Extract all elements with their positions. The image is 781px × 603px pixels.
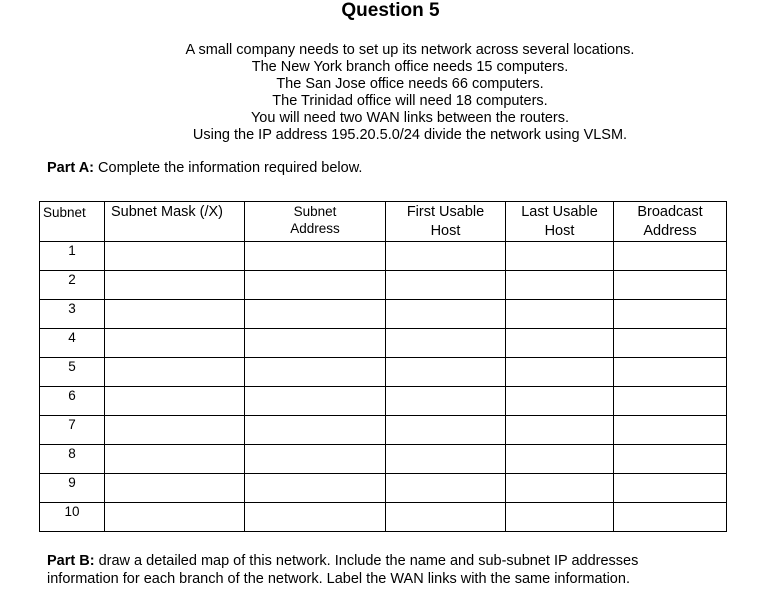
subnet-number-cell: 7 — [40, 416, 105, 445]
subnet-address-cell[interactable] — [245, 358, 386, 387]
header-subnet-address: Subnet Address — [245, 202, 386, 242]
intro-line: A small company needs to set up its network across several locations. — [185, 42, 635, 58]
intro-line: The New York branch office needs 15 computers. — [251, 59, 569, 75]
broadcast-address-cell[interactable] — [614, 358, 727, 387]
intro-line: The Trinidad office will need 18 computers. — [272, 93, 548, 109]
subnet-mask-cell[interactable] — [105, 271, 245, 300]
last-usable-host-cell[interactable] — [506, 300, 614, 329]
first-usable-host-cell[interactable] — [386, 242, 506, 271]
broadcast-address-cell[interactable] — [614, 474, 727, 503]
subnet-number-cell: 4 — [40, 329, 105, 358]
subnet-address-cell[interactable] — [245, 329, 386, 358]
last-usable-host-cell[interactable] — [506, 271, 614, 300]
subnet-number-cell: 1 — [40, 242, 105, 271]
subnet-mask-cell[interactable] — [105, 358, 245, 387]
broadcast-address-cell[interactable] — [614, 329, 727, 358]
broadcast-address-cell[interactable] — [614, 271, 727, 300]
subnet-mask-cell[interactable] — [105, 416, 245, 445]
table-row — [40, 329, 727, 358]
table-row — [40, 445, 727, 474]
part-b-instruction — [47, 552, 767, 588]
part-b-text: draw a detailed map of this network. Include the name and sub-subnet IP addresses — [94, 553, 639, 569]
header-first-usable-host: First Usable Host — [386, 202, 506, 242]
intro-line: You will need two WAN links between the routers. — [250, 110, 570, 126]
table-row — [40, 474, 727, 503]
part-a-text: Complete the information required below. — [94, 160, 363, 176]
last-usable-host-cell[interactable] — [506, 242, 614, 271]
broadcast-address-cell[interactable] — [614, 416, 727, 445]
intro-paragraph — [0, 42, 781, 144]
last-usable-host-cell[interactable] — [506, 474, 614, 503]
subnet-address-cell[interactable] — [245, 445, 386, 474]
first-usable-host-cell[interactable] — [386, 503, 506, 532]
table-row — [40, 300, 727, 329]
last-usable-host-cell[interactable] — [506, 387, 614, 416]
part-a-label: Part A: — [47, 160, 94, 176]
table-row — [40, 242, 727, 271]
last-usable-host-cell[interactable] — [506, 445, 614, 474]
part-b-label: Part B: — [47, 553, 95, 569]
broadcast-address-cell[interactable] — [614, 242, 727, 271]
subnet-address-cell[interactable] — [245, 503, 386, 532]
subnet-number-cell: 10 — [40, 503, 105, 532]
part-b-line — [47, 552, 767, 570]
first-usable-host-cell[interactable] — [386, 474, 506, 503]
first-usable-host-cell[interactable] — [386, 300, 506, 329]
subnet-address-cell[interactable] — [245, 242, 386, 271]
broadcast-address-cell[interactable] — [614, 503, 727, 532]
table-row — [40, 387, 727, 416]
subnet-number-cell: 6 — [40, 387, 105, 416]
header-last-usable-host: Last Usable Host — [506, 202, 614, 242]
table-row — [40, 271, 727, 300]
first-usable-host-cell[interactable] — [386, 445, 506, 474]
subnet-mask-cell[interactable] — [105, 300, 245, 329]
broadcast-address-cell[interactable] — [614, 300, 727, 329]
subnet-mask-cell[interactable] — [105, 242, 245, 271]
subnet-number-cell: 8 — [40, 445, 105, 474]
subnet-mask-cell[interactable] — [105, 387, 245, 416]
subnet-number-cell: 2 — [40, 271, 105, 300]
table-row — [40, 503, 727, 532]
header-broadcast-address: Broadcast Address — [614, 202, 727, 242]
first-usable-host-cell[interactable] — [386, 329, 506, 358]
part-b-line: information for each branch of the network. Label the WAN links with the same information. — [47, 571, 630, 587]
first-usable-host-cell[interactable] — [386, 358, 506, 387]
subnet-address-cell[interactable] — [245, 271, 386, 300]
first-usable-host-cell[interactable] — [386, 271, 506, 300]
subnet-mask-cell[interactable] — [105, 503, 245, 532]
table-row — [40, 358, 727, 387]
last-usable-host-cell[interactable] — [506, 329, 614, 358]
subnet-number-cell: 3 — [40, 300, 105, 329]
intro-line: Using the IP address 195.20.5.0/24 divide the network using VLSM. — [192, 127, 628, 143]
part-a-instruction — [47, 160, 362, 177]
broadcast-address-cell[interactable] — [614, 445, 727, 474]
table-header-row — [40, 202, 727, 242]
last-usable-host-cell[interactable] — [506, 358, 614, 387]
last-usable-host-cell[interactable] — [506, 503, 614, 532]
subnet-address-cell[interactable] — [245, 387, 386, 416]
subnet-mask-cell[interactable] — [105, 445, 245, 474]
header-subnet-mask: Subnet Mask (/X) — [105, 202, 245, 242]
header-subnet: Subnet — [40, 202, 105, 242]
first-usable-host-cell[interactable] — [386, 387, 506, 416]
subnet-address-cell[interactable] — [245, 416, 386, 445]
table-row — [40, 416, 727, 445]
subnet-mask-cell[interactable] — [105, 474, 245, 503]
question-title: Question 5 — [341, 0, 440, 21]
subnet-number-cell: 5 — [40, 358, 105, 387]
subnet-address-cell[interactable] — [245, 474, 386, 503]
first-usable-host-cell[interactable] — [386, 416, 506, 445]
last-usable-host-cell[interactable] — [506, 416, 614, 445]
subnet-number-cell: 9 — [40, 474, 105, 503]
intro-line: The San Jose office needs 66 computers. — [276, 76, 544, 92]
subnet-address-cell[interactable] — [245, 300, 386, 329]
broadcast-address-cell[interactable] — [614, 387, 727, 416]
subnet-mask-cell[interactable] — [105, 329, 245, 358]
subnet-table — [39, 201, 727, 532]
